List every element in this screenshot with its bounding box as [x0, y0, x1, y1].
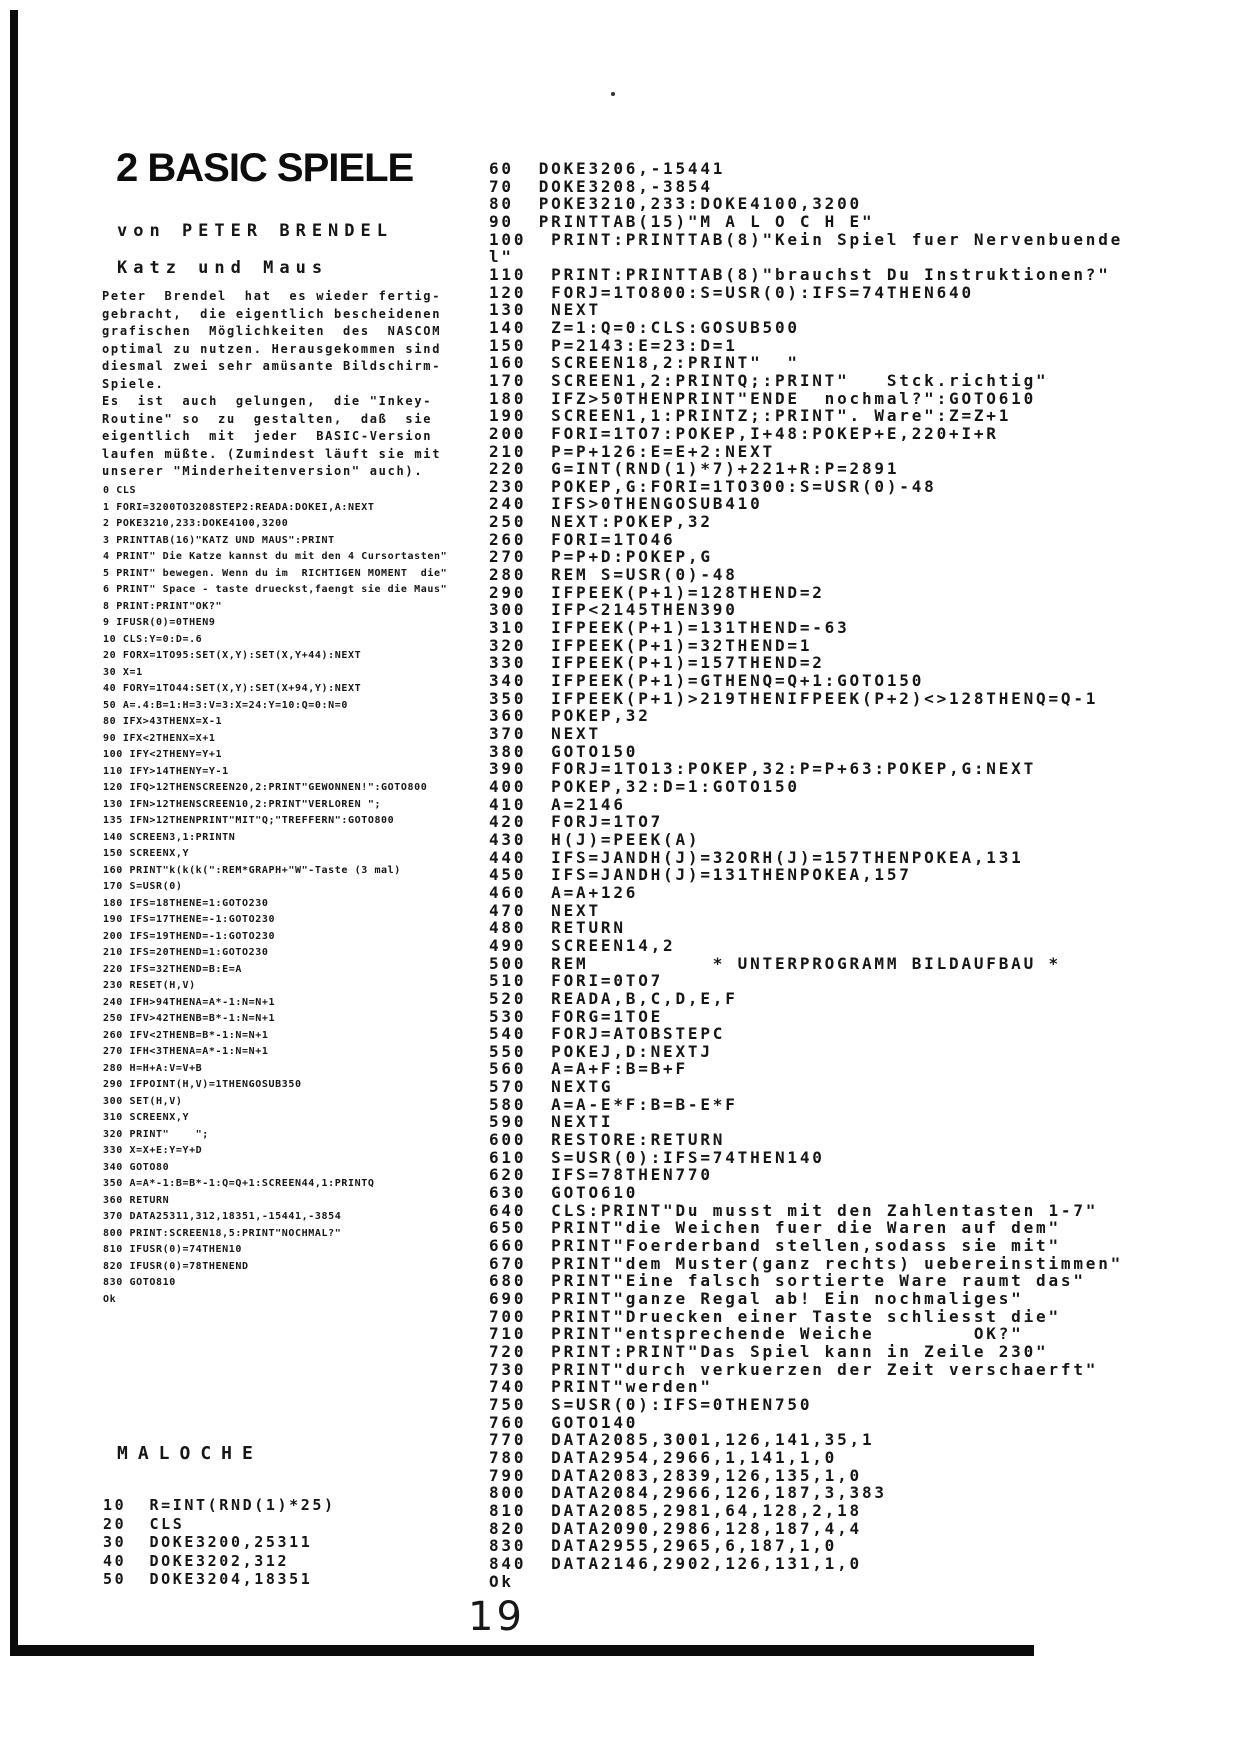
code-line: 110 IFY>14THENY=Y-1 [103, 765, 229, 777]
code-line: 30 DOKE3200,25311 [103, 1533, 313, 1552]
listing-maloche-right [489, 160, 1123, 1590]
code-line: 550 POKEJ,D:NEXTJ [489, 1041, 713, 1061]
code-line: 100 IFY<2THENY=Y+1 [103, 749, 223, 760]
code-line: 180 IFZ>50THENPRINT"ENDE nochmal?":GOTO610 [489, 388, 1037, 408]
code-line: 240 IFH>94THENA=A*-1:N=N+1 [103, 996, 276, 1008]
code-line: 140 SCREEN3,1:PRINTN [103, 831, 236, 843]
code-line: 780 DATA2954,2966,1,141,1,0 [489, 1447, 838, 1467]
code-line: 180 IFS=18THENE=1:GOTO230 [103, 897, 269, 909]
code-line: 130 IFN>12THENSCREEN10,2:PRINT"VERLOREN "; [103, 798, 382, 810]
intro-text-line: eigentlich mit jeder BASIC-Version [102, 429, 433, 443]
code-line: 840 DATA2146,2902,126,131,1,0 [489, 1553, 862, 1573]
intro-paragraph [102, 288, 441, 481]
code-line: 560 A=A+F:B=B+F [489, 1059, 688, 1079]
intro-text-line: Es ist auch gelungen, die "Inkey- [102, 394, 433, 408]
code-line: 140 Z=1:Q=0:CLS:GOSUB500 [489, 317, 800, 337]
code-line: 50 DOKE3204,18351 [103, 1570, 313, 1589]
code-line: 40 FORY=1TO44:SET(X,Y):SET(X+94,Y):NEXT [103, 683, 362, 694]
intro-text-line: laufen müßte. (Zumindest läuft sie mit [102, 446, 442, 461]
code-line: 510 FORI=0TO7 [489, 971, 664, 991]
code-line: 400 POKEP,32:D=1:GOTO150 [489, 776, 800, 796]
code-line: 760 GOTO140 [489, 1412, 639, 1432]
code-line: 530 FORG=1TOE [489, 1006, 664, 1026]
code-line: 20 CLS [103, 1514, 185, 1533]
code-line: 80 POKE3210,233:DOKE4100,3200 [489, 194, 862, 214]
code-line: 290 IFPOINT(H,V)=1THENGOSUB350 [103, 1079, 302, 1090]
code-line: 170 S=USR(0) [103, 881, 183, 892]
code-line: 440 IFS=JANDH(J)=32ORH(J)=157THENPOKEA,131 [489, 847, 1024, 867]
code-line: 220 G=INT(RND(1)*7)+221+R:P=2891 [489, 459, 900, 479]
code-line: 4 PRINT" Die Katze kannst du mit den 4 Cursortasten" [103, 551, 448, 562]
code-line: 370 NEXT [489, 724, 601, 743]
code-line: 200 FORI=1TO7:POKEP,I+48:POKEP+E,220+I+R [489, 423, 999, 443]
code-line: 10 R=INT(RND(1)*25) [103, 1496, 336, 1514]
code-line: 600 RESTORE:RETURN [489, 1130, 726, 1150]
code-line: 320 PRINT" "; [103, 1128, 209, 1140]
code-line: 730 PRINT"durch verkuerzen der Zeit verschaerft" [489, 1359, 1099, 1379]
code-line: 370 DATA25311,312,18351,-15441,-3854 [103, 1211, 342, 1222]
code-line: 520 READA,B,C,D,E,F [489, 988, 738, 1008]
code-line: 820 DATA2090,2986,128,187,4,4 [489, 1518, 862, 1538]
code-line: 670 PRINT"dem Muster(ganz rechts) uebereinstimmen" [489, 1253, 1124, 1273]
code-line: 160 SCREEN18,2:PRINT" " [489, 353, 800, 373]
code-line: 740 PRINT"werden" [489, 1377, 713, 1397]
page-border-bottom [10, 1645, 1034, 1656]
article-byline: von PETER BRENDEL [117, 221, 393, 241]
code-line: 320 IFPEEK(P+1)=32THEND=1 [489, 635, 813, 655]
code-line: 90 IFX<2THENX=X+1 [103, 732, 216, 744]
intro-text-line: grafischen Möglichkeiten des NASCOM [102, 324, 442, 338]
code-line: l" [489, 247, 514, 267]
code-line: 130 NEXT [489, 300, 601, 320]
code-line: 300 SET(H,V) [103, 1095, 183, 1107]
code-line: 350 A=A*-1:B=B*-1:Q=Q+1:SCREEN44,1:PRINTQ [103, 1178, 375, 1189]
code-line: 110 PRINT:PRINTTAB(8)"brauchst Du Instruktionen?" [489, 264, 1111, 284]
code-line: 9 IFUSR(0)=0THEN9 [103, 617, 216, 628]
code-line: 390 FORJ=1TO13:POKEP,32:P=P+63:POKEP,G:NEXT [489, 759, 1037, 779]
code-line: 280 H=H+A:V=V+B [103, 1062, 203, 1074]
code-line: 290 IFPEEK(P+1)=128THEND=2 [489, 582, 825, 602]
article-title: 2 BASIC SPIELE [116, 146, 414, 190]
code-line: 680 PRINT"Eine falsch sortierte Ware raumt das" [489, 1271, 1086, 1291]
code-line: 700 PRINT"Druecken einer Taste schliesst die" [489, 1306, 1061, 1326]
code-line: 650 PRINT"die Weichen fuer die Waren auf dem" [489, 1218, 1061, 1238]
code-line: 490 SCREEN14,2 [489, 935, 676, 955]
intro-text-line: Peter Brendel hat es wieder fertig- [102, 289, 442, 303]
section-heading-maloche: MALOCHE [117, 1443, 263, 1464]
code-line: 50 A=.4:B=1:H=3:V=3:X=24:Y=10:Q=0:N=0 [103, 699, 348, 711]
code-line: 230 POKEP,G:FORI=1TO300:S=USR(0)-48 [489, 476, 937, 496]
code-line: 450 IFS=JANDH(J)=131THENPOKEA,157 [489, 865, 912, 885]
code-line: 280 REM S=USR(0)-48 [489, 565, 738, 585]
code-line: 190 IFS=17THENE=-1:GOTO230 [103, 914, 276, 925]
listing-maloche-left [103, 1496, 336, 1589]
code-line: 1 FORI=3200TO3208STEP2:READA:DOKEI,A:NEXT [103, 501, 375, 513]
listing-katz-und-maus [103, 483, 447, 1308]
code-line: 2 POKE3210,233:DOKE4100,3200 [103, 518, 289, 529]
code-line: 150 P=2143:E=23:D=1 [489, 335, 738, 355]
code-line: 630 GOTO610 [489, 1183, 639, 1203]
code-line: 60 DOKE3206,-15441 [489, 159, 726, 178]
code-line: 3 PRINTTAB(16)"KATZ UND MAUS":PRINT [103, 534, 335, 546]
code-line: 570 NEXTG [489, 1077, 614, 1097]
code-line: 250 NEXT:POKEP,32 [489, 512, 713, 532]
code-line: 710 PRINT"entsprechende Weiche OK?" [489, 1324, 1024, 1344]
code-line: 750 S=USR(0):IFS=0THEN750 [489, 1394, 813, 1414]
code-line: 160 PRINT"k(k(k(":REM*GRAPH+"W"-Taste (3 mal) [103, 864, 401, 876]
code-line: 800 DATA2084,2966,126,187,3,383 [489, 1483, 887, 1503]
code-line: 70 DOKE3208,-3854 [489, 176, 713, 196]
section-heading-katz-und-maus: Katz und Maus [117, 258, 329, 278]
code-line: 500 REM * UNTERPROGRAMM BILDAUFBAU * [489, 953, 1061, 973]
code-line: 10 CLS:Y=0:D=.6 [103, 633, 203, 645]
code-line: 270 P=P+D:POKEP,G [489, 547, 713, 567]
intro-text-line: Spiele. [102, 376, 165, 391]
code-line: 80 IFX>43THENX=X-1 [103, 716, 223, 727]
code-line: 240 IFS>0THENGOSUB410 [489, 494, 763, 514]
page-number: 19 [468, 1594, 525, 1640]
code-line: 420 FORJ=1TO7 [489, 812, 664, 832]
code-line: 540 FORJ=ATOBSTEPC [489, 1024, 726, 1044]
code-line: 810 DATA2085,2981,64,128,2,18 [489, 1500, 862, 1520]
code-line: 260 IFV<2THENB=B*-1:N=N+1 [103, 1029, 269, 1041]
code-line: 260 FORI=1TO46 [489, 529, 676, 549]
intro-text-line: unserer "Minderheitenversion" auch). [102, 464, 424, 478]
code-line: 430 H(J)=PEEK(A) [489, 829, 701, 849]
code-line: 170 SCREEN1,2:PRINTQ;:PRINT" Stck.richtig" [489, 370, 1049, 390]
intro-text-line: Routine" so zu gestalten, daß sie [102, 411, 433, 426]
code-line: 100 PRINT:PRINTTAB(8)"Kein Spiel fuer Nervenbuende [489, 229, 1124, 249]
code-line: 6 PRINT" Space - taste drueckst,faengt sie die Maus" [103, 584, 448, 595]
code-line: 340 IFPEEK(P+1)=GTHENQ=Q+1:GOTO150 [489, 671, 925, 691]
code-line: 660 PRINT"Foerderband stellen,sodass sie mit" [489, 1236, 1061, 1256]
code-line: 0 CLS [103, 485, 137, 496]
code-line: 5 PRINT" bewegen. Wenn du im RICHTIGEN MOMENT die" [103, 567, 448, 579]
code-line: 790 DATA2083,2839,126,135,1,0 [489, 1465, 862, 1485]
code-line: 410 A=2146 [489, 794, 626, 814]
code-line: 580 A=A-E*F:B=B-E*F [489, 1094, 738, 1114]
code-line: 770 DATA2085,3001,126,141,35,1 [489, 1430, 875, 1450]
code-line: 470 NEXT [489, 900, 601, 920]
code-line: 120 FORJ=1TO800:S=USR(0):IFS=74THEN640 [489, 282, 974, 302]
code-line: 720 PRINT:PRINT"Das Spiel kann in Zeile 230" [489, 1341, 1049, 1361]
code-line: 20 FORX=1TO95:SET(X,Y):SET(X,Y+44):NEXT [103, 650, 362, 661]
code-line: 360 POKEP,32 [489, 706, 651, 726]
code-line: 830 GOTO810 [103, 1277, 176, 1288]
intro-text-line: diesmal zwei sehr amüsante Bildschirm- [102, 359, 442, 373]
code-line: 360 RETURN [103, 1194, 170, 1206]
code-line: 220 IFS=32THEND=B:E=A [103, 963, 243, 975]
scan-speck [611, 92, 615, 96]
code-line: 830 DATA2955,2965,6,187,1,0 [489, 1536, 838, 1556]
code-line: 250 IFV>42THENB=B*-1:N=N+1 [103, 1013, 276, 1024]
code-line: 640 CLS:PRINT"Du musst mit den Zahlentasten 1-7" [489, 1200, 1099, 1220]
code-line: 150 SCREENX,Y [103, 848, 190, 859]
code-line: 330 X=X+E:Y=Y+D [103, 1145, 203, 1156]
code-line: 620 IFS=78THEN770 [489, 1165, 713, 1185]
code-line: 90 PRINTTAB(15)"M A L O C H E" [489, 211, 875, 231]
code-line: 300 IFP<2145THEN390 [489, 600, 738, 620]
code-line: 800 PRINT:SCREEN18,5:PRINT"NOCHMAL?" [103, 1227, 342, 1239]
code-line: 480 RETURN [489, 918, 626, 938]
intro-text-line: gebracht, die eigentlich bescheidenen [102, 306, 442, 321]
intro-text-line: optimal zu nutzen. Herausgekommen sind [102, 341, 442, 356]
code-line: 270 IFH<3THENA=A*-1:N=N+1 [103, 1046, 269, 1057]
code-line: 330 IFPEEK(P+1)=157THEND=2 [489, 653, 825, 673]
code-line: 610 S=USR(0):IFS=74THEN140 [489, 1147, 825, 1167]
code-line: 190 SCREEN1,1:PRINTZ;:PRINT". Ware":Z=Z+1 [489, 406, 1012, 426]
code-line: Ok [489, 1571, 514, 1591]
code-line: 40 DOKE3202,312 [103, 1551, 290, 1570]
code-line: 690 PRINT"ganze Regal ab! Ein nochmaliges" [489, 1289, 1024, 1308]
code-line: 135 IFN>12THENPRINT"MIT"Q;"TREFFERN":GOTO800 [103, 815, 395, 826]
code-line: 310 SCREENX,Y [103, 1112, 190, 1123]
code-line: 310 IFPEEK(P+1)=131THEND=-63 [489, 618, 850, 638]
code-line: 460 A=A+126 [489, 882, 639, 902]
code-line: 590 NEXTI [489, 1112, 614, 1132]
code-line: 200 IFS=19THEND=-1:GOTO230 [103, 930, 276, 942]
code-line: 380 GOTO150 [489, 741, 639, 761]
code-line: 820 IFUSR(0)=78THENEND [103, 1260, 249, 1272]
code-line: 8 PRINT:PRINT"OK?" [103, 600, 223, 612]
code-line: 340 GOTO80 [103, 1161, 170, 1173]
code-line: 210 IFS=20THEND=1:GOTO230 [103, 947, 269, 958]
code-line: 120 IFQ>12THENSCREEN20,2:PRINT"GEWONNEN!":GOTO800 [103, 782, 428, 793]
page-border-left [10, 10, 18, 1654]
code-line: 210 P=P+126:E=E+2:NEXT [489, 441, 775, 461]
code-line: Ok [103, 1293, 117, 1305]
code-line: 30 X=1 [103, 666, 143, 678]
code-line: 810 IFUSR(0)=74THEN10 [103, 1244, 243, 1255]
code-line: 350 IFPEEK(P+1)>219THENIFPEEK(P+2)<>128THENQ=Q-1 [489, 688, 1099, 708]
code-line: 230 RESET(H,V) [103, 980, 196, 991]
